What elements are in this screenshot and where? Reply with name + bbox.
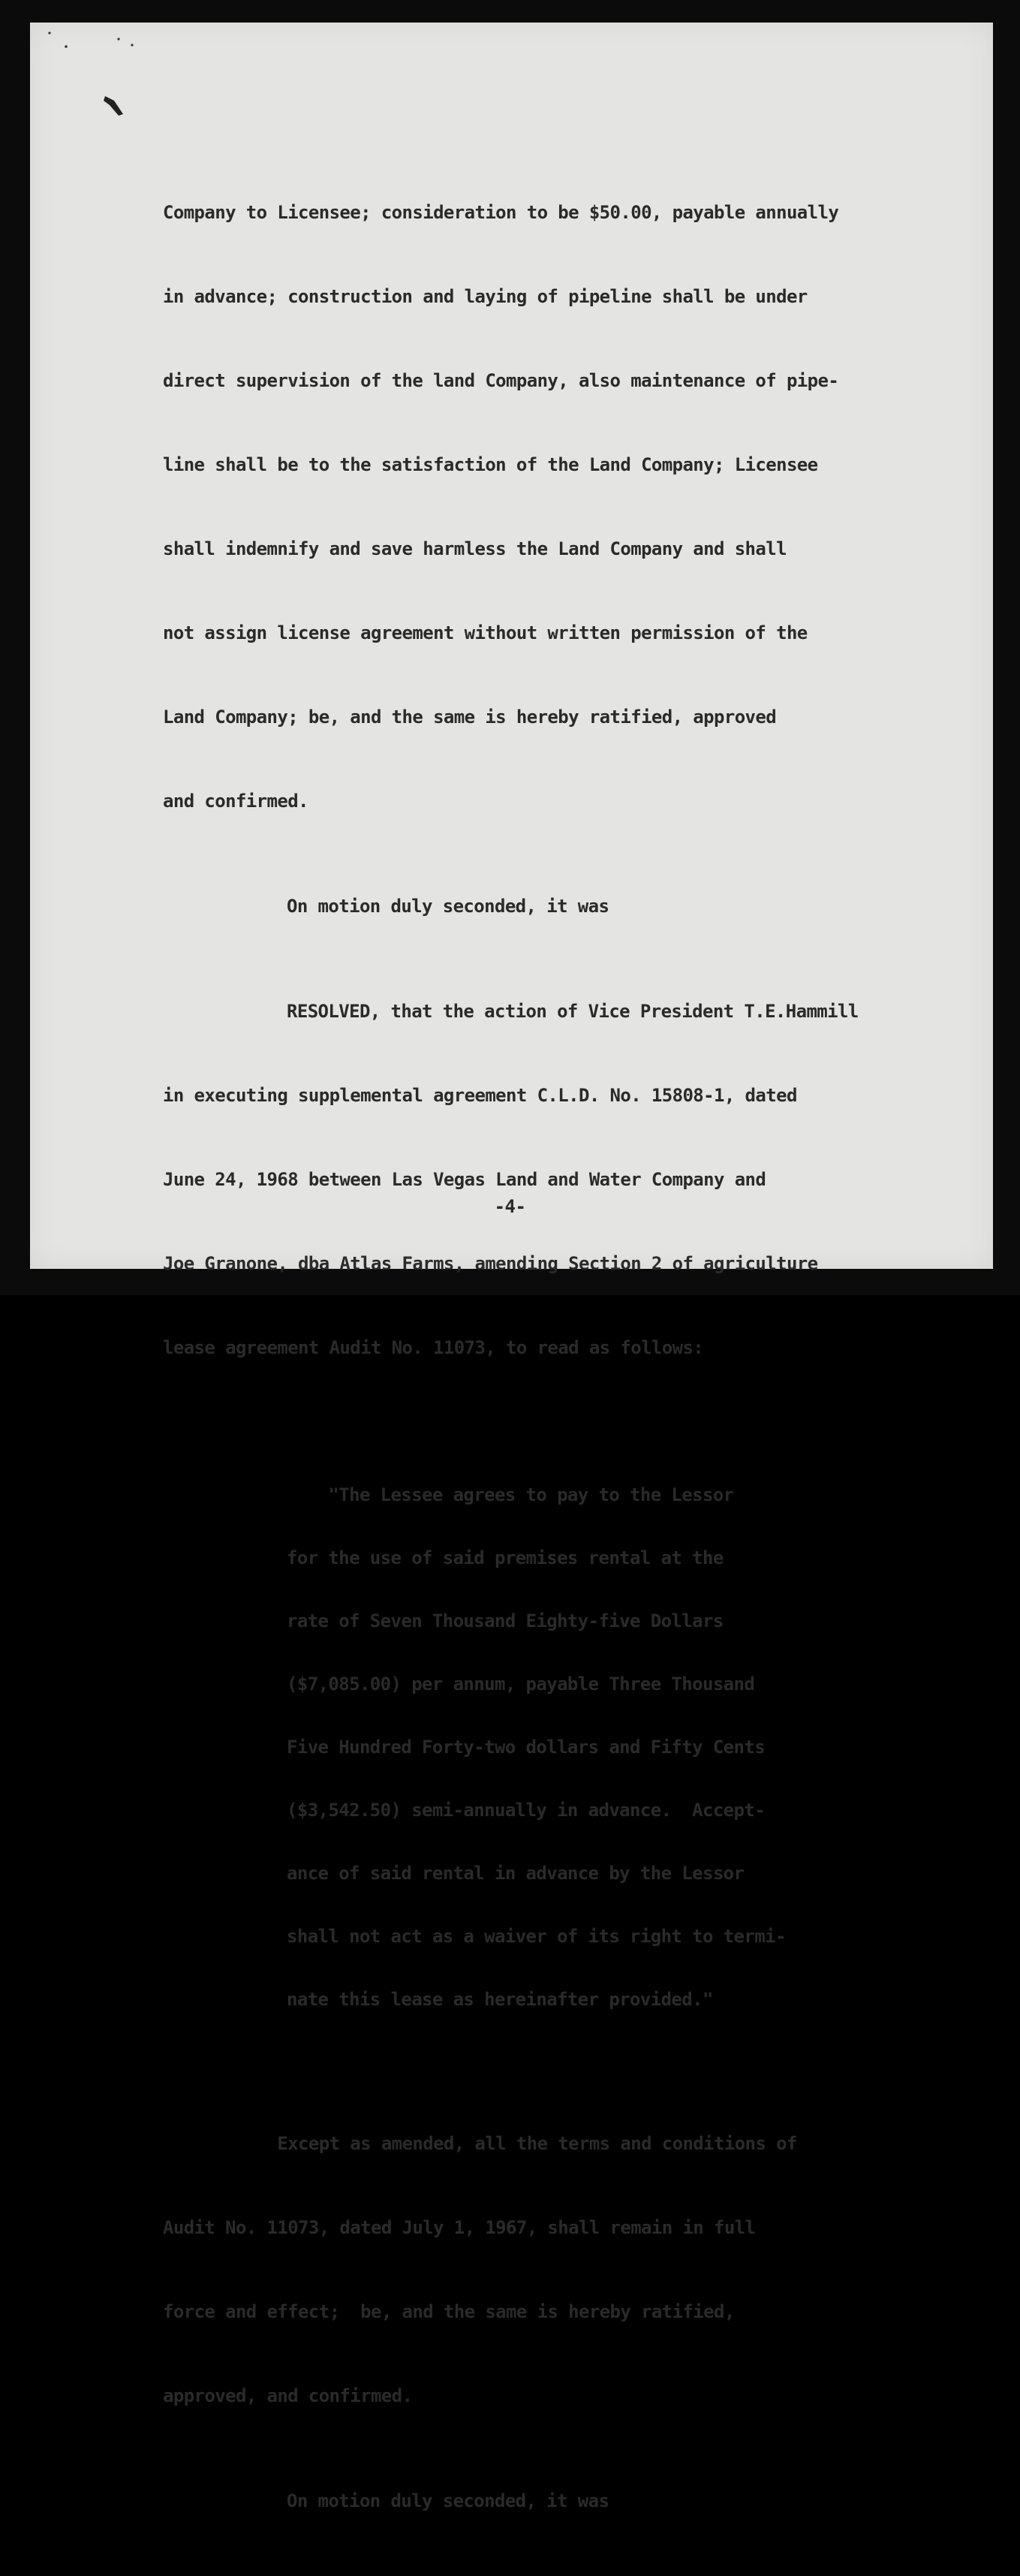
resolved-line: lease agreement Audit No. 11073, to read as follows: xyxy=(163,1337,704,1358)
quote-line: for the use of said premises rental at the xyxy=(287,1547,724,1568)
page-number: -4- xyxy=(494,1196,526,1217)
body-line: in advance; construction and laying of pipeline shall be under xyxy=(163,286,808,307)
except-line: Audit No. 11073, dated July 1, 1967, shall remain in full xyxy=(163,2217,756,2238)
quote-line: nate this lease as hereinafter provided." xyxy=(287,1989,713,2010)
resolved-line: RESOLVED, that the action of Vice President T.E.Hammill xyxy=(287,1001,859,1022)
except-line: approved, and confirmed. xyxy=(163,2385,413,2406)
resolved-line: in executing supplemental agreement C.L.D. No. 15808-1, dated xyxy=(163,1085,797,1106)
quote-line: ($3,542.50) semi-annually in advance. Accept- xyxy=(287,1800,766,1821)
quote-line: rate of Seven Thousand Eighty-five Dollars xyxy=(287,1610,724,1631)
body-line: shall indemnify and save harmless the Land Company and shall xyxy=(163,538,787,559)
body-line: direct supervision of the land Company, also maintenance of pipe- xyxy=(163,370,839,391)
except-line: force and effect; be, and the same is hereby ratified, xyxy=(163,2301,735,2322)
body-line: not assign license agreement without written permission of the xyxy=(163,622,808,643)
body-line: Land Company; be, and the same is hereby ratified, approved xyxy=(163,707,777,728)
quote-line: ance of said rental in advance by the Lessor xyxy=(287,1863,745,1884)
body-line: line shall be to the satisfaction of the Land Company; Licensee xyxy=(163,454,818,475)
quote-line: Five Hundred Forty-two dollars and Fifty Cents xyxy=(287,1737,766,1758)
motion-seconded-line: On motion duly seconded, it was xyxy=(287,2490,609,2511)
document-body xyxy=(163,161,928,2576)
motion-seconded-line: On motion duly seconded, it was xyxy=(287,896,609,917)
quoted-lease-section xyxy=(163,1442,928,2052)
resolved-line: June 24, 1968 between Las Vegas Land and Water Company and xyxy=(163,1169,766,1190)
except-line: Except as amended, all the terms and conditions of xyxy=(163,2133,797,2154)
quote-line: ($7,085.00) per annum, payable Three Thousand xyxy=(287,1674,755,1695)
body-line: Company to Licensee; consideration to be $50.00, payable annually xyxy=(163,202,839,223)
quote-line: "The Lessee agrees to pay to the Lessor xyxy=(287,1484,734,1505)
resolved-line: Joe Granone, dba Atlas Farms, amending Section 2 of agriculture xyxy=(163,1253,818,1274)
quote-line: shall not act as a waiver of its right to termi- xyxy=(287,1926,786,1947)
body-line: and confirmed. xyxy=(163,791,308,812)
